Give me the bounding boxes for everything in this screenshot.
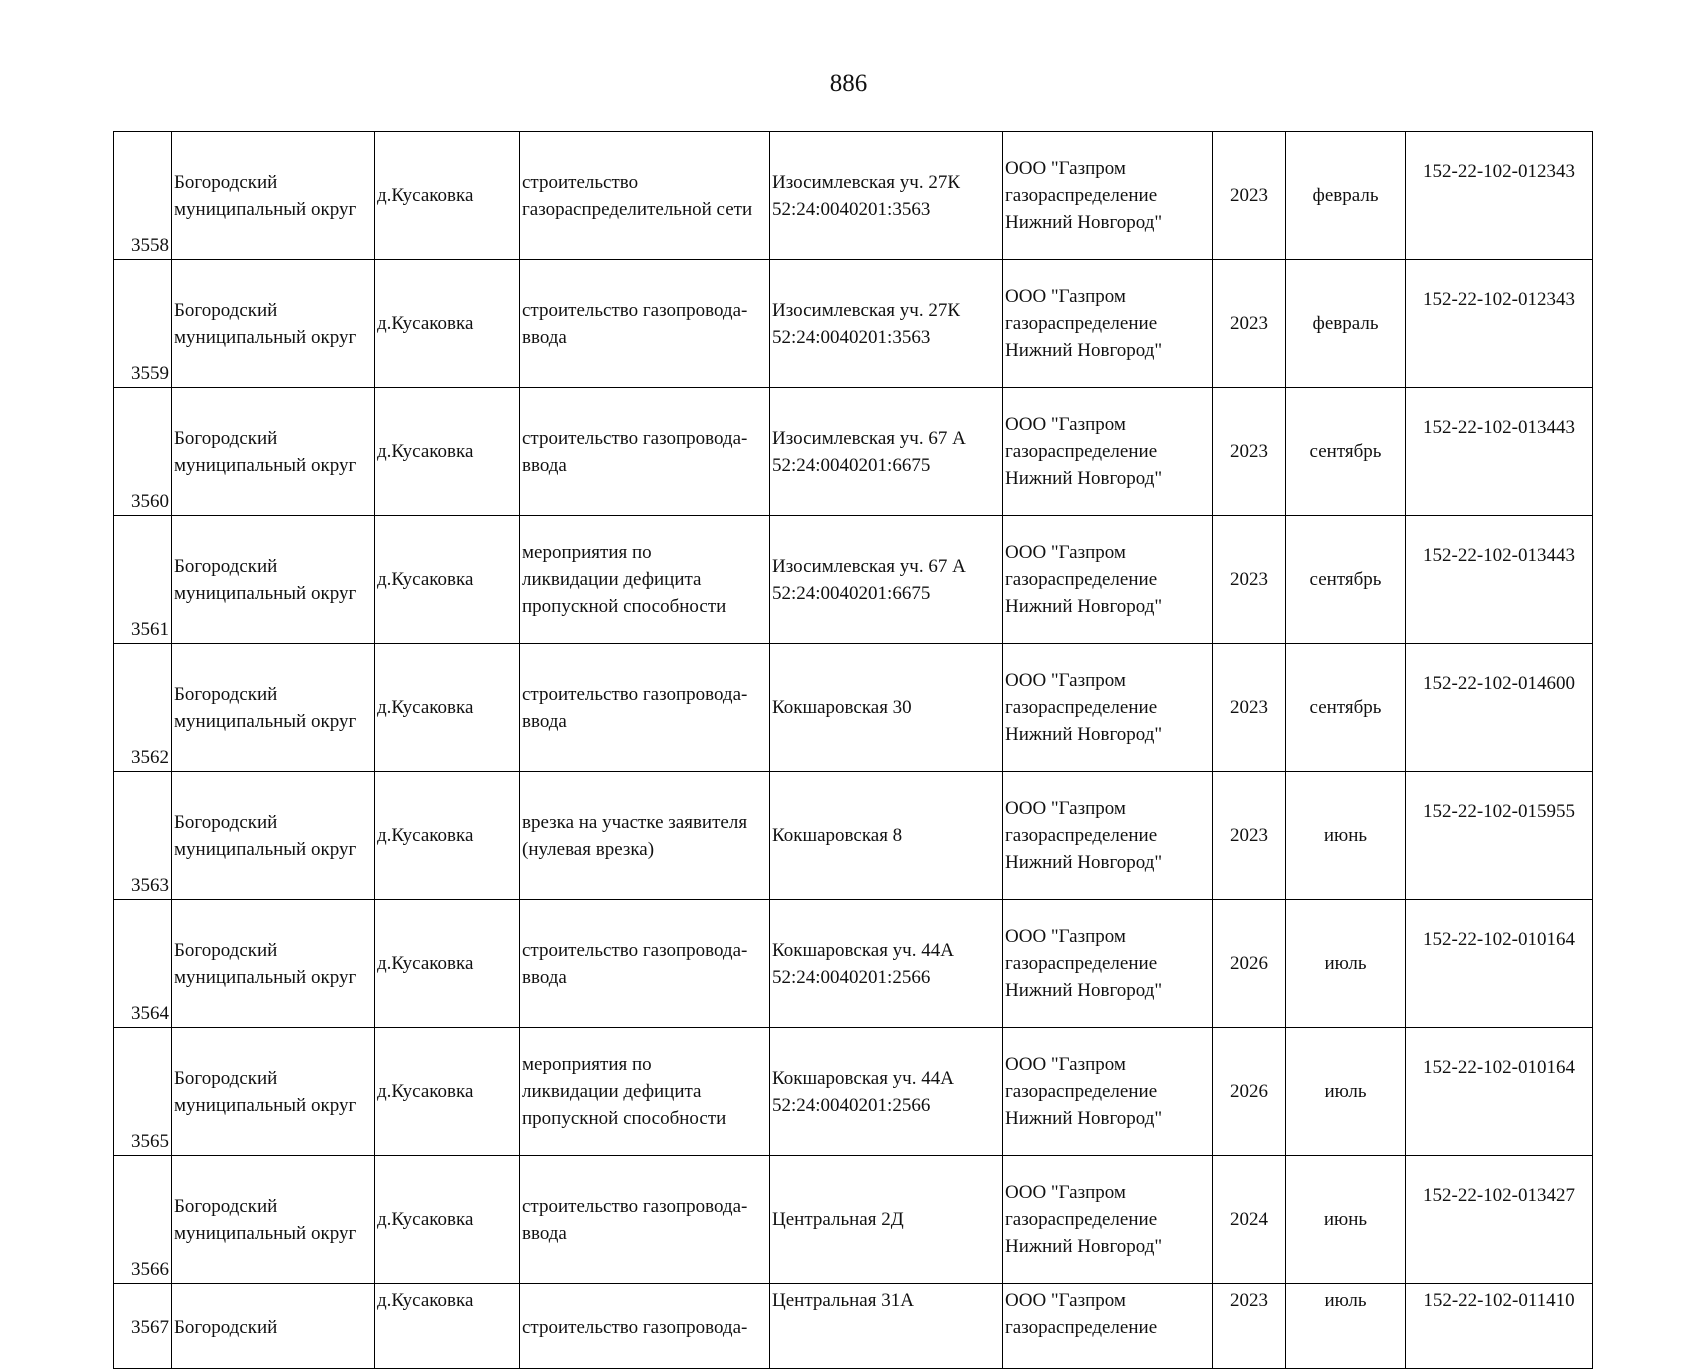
org-line: ООО "Газпром bbox=[1005, 542, 1126, 563]
district-cell bbox=[172, 1156, 375, 1284]
code-cell: 152-22-102-012343 bbox=[1406, 260, 1593, 388]
work-line: строительство газопровода- bbox=[522, 299, 748, 321]
address-line: 52:24:0040201:3563 bbox=[772, 198, 931, 220]
org-line: Нижний Новгород" bbox=[1005, 340, 1163, 361]
work-type-cell bbox=[520, 388, 770, 516]
row-number: 3567 bbox=[114, 1284, 172, 1369]
table-row bbox=[114, 516, 1593, 644]
org-line: Нижний Новгород" bbox=[1005, 724, 1163, 745]
org-line: ООО "Газпром bbox=[1005, 1290, 1126, 1311]
code-cell: 152-22-102-013427 bbox=[1406, 1156, 1593, 1284]
org-line: газораспределение bbox=[1005, 825, 1158, 846]
row-number: 3559 bbox=[114, 260, 172, 388]
address-cell: Центральная 31А bbox=[770, 1284, 1003, 1369]
code-cell: 152-22-102-015955 bbox=[1406, 772, 1593, 900]
month-cell: сентябрь bbox=[1286, 388, 1406, 516]
work-type-cell: строительство газопровода- bbox=[520, 1284, 770, 1369]
work-line: строительство газопровода- bbox=[522, 427, 748, 449]
org-line: газораспределение bbox=[1005, 1081, 1158, 1102]
month-cell: июнь bbox=[1286, 1156, 1406, 1284]
work-type-cell bbox=[520, 900, 770, 1028]
work-line: ликвидации дефицита bbox=[522, 1081, 702, 1102]
work-type-cell bbox=[520, 772, 770, 900]
year-cell: 2023 bbox=[1213, 132, 1286, 260]
organization-cell bbox=[1003, 260, 1213, 388]
month-cell: сентябрь bbox=[1286, 644, 1406, 772]
table-row bbox=[114, 388, 1593, 516]
address-line: Кокшаровская 8 bbox=[772, 825, 903, 846]
org-line: ООО "Газпром bbox=[1005, 1054, 1126, 1075]
locality-cell: д.Кусаковка bbox=[375, 260, 520, 388]
table-row-partial bbox=[114, 1284, 1593, 1369]
row-number: 3563 bbox=[114, 772, 172, 900]
address-cell bbox=[770, 772, 1003, 900]
month-cell: февраль bbox=[1286, 260, 1406, 388]
address-cell bbox=[770, 644, 1003, 772]
address-line: Центральная 2Д bbox=[772, 1209, 904, 1230]
year-cell: 2023 bbox=[1213, 644, 1286, 772]
code-cell: 152-22-102-010164 bbox=[1406, 900, 1593, 1028]
address-line: Изосимлевская уч. 67 А bbox=[772, 427, 966, 449]
locality-cell: д.Кусаковка bbox=[375, 900, 520, 1028]
address-line: Кокшаровская уч. 44А bbox=[772, 1067, 954, 1089]
address-line: 52:24:0040201:6675 bbox=[772, 582, 931, 604]
organization-cell bbox=[1003, 1028, 1213, 1156]
work-type-cell bbox=[520, 260, 770, 388]
work-line: ввода bbox=[522, 454, 567, 476]
address-line: Изосимлевская уч. 27К bbox=[772, 171, 961, 193]
district-cell bbox=[172, 388, 375, 516]
district-cell bbox=[172, 772, 375, 900]
work-line: врезка на участке заявителя bbox=[522, 811, 748, 833]
row-number: 3564 bbox=[114, 900, 172, 1028]
org-line: Нижний Новгород" bbox=[1005, 468, 1163, 489]
code-cell: 152-22-102-013443 bbox=[1406, 388, 1593, 516]
work-line: (нулевая врезка) bbox=[522, 838, 655, 860]
org-line: газораспределение bbox=[1005, 441, 1158, 462]
month-cell: июль bbox=[1286, 900, 1406, 1028]
district-line: муниципальный округ bbox=[174, 1222, 357, 1244]
code-cell: 152-22-102-013443 bbox=[1406, 516, 1593, 644]
locality-cell: д.Кусаковка bbox=[375, 644, 520, 772]
work-type-cell bbox=[520, 516, 770, 644]
district-cell bbox=[172, 516, 375, 644]
year-cell: 2023 bbox=[1213, 260, 1286, 388]
org-line: ООО "Газпром bbox=[1005, 670, 1126, 691]
page-number: 886 bbox=[829, 70, 868, 97]
month-cell: июль bbox=[1286, 1284, 1406, 1369]
month-cell: февраль bbox=[1286, 132, 1406, 260]
org-line: газораспределение bbox=[1005, 185, 1158, 206]
table-row bbox=[114, 132, 1593, 260]
year-cell: 2023 bbox=[1213, 772, 1286, 900]
district-line: Богородский bbox=[174, 1067, 278, 1089]
org-line: газораспределение bbox=[1005, 569, 1158, 590]
org-line: газораспределение bbox=[1005, 1317, 1158, 1338]
locality-cell: д.Кусаковка bbox=[375, 1028, 520, 1156]
district-cell bbox=[172, 1028, 375, 1156]
work-type-cell bbox=[520, 1028, 770, 1156]
district-line: муниципальный округ bbox=[174, 710, 357, 732]
row-number: 3561 bbox=[114, 516, 172, 644]
work-line: мероприятия по bbox=[522, 1054, 652, 1075]
locality-cell: д.Кусаковка bbox=[375, 772, 520, 900]
district-cell bbox=[172, 900, 375, 1028]
address-cell bbox=[770, 1156, 1003, 1284]
month-cell: сентябрь bbox=[1286, 516, 1406, 644]
year-cell: 2026 bbox=[1213, 1028, 1286, 1156]
address-line: 52:24:0040201:6675 bbox=[772, 454, 931, 476]
work-type-cell bbox=[520, 644, 770, 772]
district-cell: Богородский bbox=[172, 1284, 375, 1369]
org-line: газораспределение bbox=[1005, 313, 1158, 334]
district-line: Богородский bbox=[174, 427, 278, 449]
work-line: ввода bbox=[522, 966, 567, 988]
locality-cell: д.Кусаковка bbox=[375, 1156, 520, 1284]
district-line: муниципальный округ bbox=[174, 966, 357, 988]
table-row bbox=[114, 1028, 1593, 1156]
org-line: газораспределение bbox=[1005, 1209, 1158, 1230]
district-line: муниципальный округ bbox=[174, 198, 357, 220]
register-table bbox=[113, 131, 1593, 1369]
work-line: ввода bbox=[522, 1222, 567, 1244]
code-cell: 152-22-102-012343 bbox=[1406, 132, 1593, 260]
row-number: 3566 bbox=[114, 1156, 172, 1284]
locality-cell: д.Кусаковка bbox=[375, 388, 520, 516]
org-line: ООО "Газпром bbox=[1005, 286, 1126, 307]
locality-cell: д.Кусаковка bbox=[375, 516, 520, 644]
table-row bbox=[114, 900, 1593, 1028]
district-line: Богородский bbox=[174, 939, 278, 961]
district-line: муниципальный округ bbox=[174, 1094, 357, 1116]
work-line: мероприятия по bbox=[522, 542, 652, 563]
table-row bbox=[114, 644, 1593, 772]
district-cell bbox=[172, 644, 375, 772]
row-number: 3558 bbox=[114, 132, 172, 260]
org-line: Нижний Новгород" bbox=[1005, 1236, 1163, 1257]
work-line: пропускной способности bbox=[522, 1108, 727, 1129]
locality-cell: д.Кусаковка bbox=[375, 132, 520, 260]
locality-cell: д.Кусаковка bbox=[375, 1284, 520, 1369]
year-cell: 2026 bbox=[1213, 900, 1286, 1028]
address-cell bbox=[770, 900, 1003, 1028]
district-line: Богородский bbox=[174, 171, 278, 193]
work-line: ликвидации дефицита bbox=[522, 569, 702, 590]
address-line: Изосимлевская уч. 67 А bbox=[772, 555, 966, 577]
district-line: Богородский bbox=[174, 1195, 278, 1217]
org-line: Нижний Новгород" bbox=[1005, 852, 1163, 873]
district-line: Богородский bbox=[174, 811, 278, 833]
table-row bbox=[114, 772, 1593, 900]
address-line: 52:24:0040201:2566 bbox=[772, 1094, 931, 1116]
month-cell: июль bbox=[1286, 1028, 1406, 1156]
org-line: Нижний Новгород" bbox=[1005, 1108, 1163, 1129]
table-body bbox=[114, 132, 1593, 1369]
org-line: газораспределение bbox=[1005, 953, 1158, 974]
org-line: ООО "Газпром bbox=[1005, 158, 1126, 179]
organization-cell bbox=[1003, 1284, 1213, 1369]
code-cell: 152-22-102-011410 bbox=[1406, 1284, 1593, 1369]
year-cell: 2023 bbox=[1213, 516, 1286, 644]
organization-cell bbox=[1003, 900, 1213, 1028]
district-line: Богородский bbox=[174, 299, 278, 321]
address-line: 52:24:0040201:3563 bbox=[772, 326, 931, 348]
code-cell: 152-22-102-010164 bbox=[1406, 1028, 1593, 1156]
district-line: муниципальный округ bbox=[174, 582, 357, 604]
org-line: ООО "Газпром bbox=[1005, 414, 1126, 435]
organization-cell bbox=[1003, 772, 1213, 900]
work-line: строительство газопровода- bbox=[522, 1195, 748, 1217]
organization-cell bbox=[1003, 388, 1213, 516]
address-cell bbox=[770, 260, 1003, 388]
work-type-cell bbox=[520, 1156, 770, 1284]
address-line: Изосимлевская уч. 27К bbox=[772, 299, 961, 321]
table-row bbox=[114, 260, 1593, 388]
year-cell: 2023 bbox=[1213, 1284, 1286, 1369]
address-cell bbox=[770, 1028, 1003, 1156]
year-cell: 2024 bbox=[1213, 1156, 1286, 1284]
district-cell bbox=[172, 260, 375, 388]
address-line: Кокшаровская 30 bbox=[772, 697, 912, 718]
org-line: ООО "Газпром bbox=[1005, 1182, 1126, 1203]
work-line: строительство bbox=[522, 171, 639, 193]
org-line: Нижний Новгород" bbox=[1005, 980, 1163, 1001]
work-line: строительство газопровода- bbox=[522, 683, 748, 705]
district-line: Богородский bbox=[174, 683, 278, 705]
month-cell: июнь bbox=[1286, 772, 1406, 900]
organization-cell bbox=[1003, 644, 1213, 772]
org-line: ООО "Газпром bbox=[1005, 926, 1126, 947]
address-cell bbox=[770, 516, 1003, 644]
table-row bbox=[114, 1156, 1593, 1284]
organization-cell bbox=[1003, 516, 1213, 644]
work-line: ввода bbox=[522, 326, 567, 348]
org-line: Нижний Новгород" bbox=[1005, 596, 1163, 617]
org-line: ООО "Газпром bbox=[1005, 798, 1126, 819]
district-line: муниципальный округ bbox=[174, 326, 357, 348]
row-number: 3565 bbox=[114, 1028, 172, 1156]
address-line: 52:24:0040201:2566 bbox=[772, 966, 931, 988]
work-line: строительство газопровода- bbox=[522, 939, 748, 961]
work-line: газораспределительной сети bbox=[522, 198, 753, 220]
district-line: муниципальный округ bbox=[174, 838, 357, 860]
year-cell: 2023 bbox=[1213, 388, 1286, 516]
address-line: Кокшаровская уч. 44А bbox=[772, 939, 954, 961]
district-cell bbox=[172, 132, 375, 260]
work-line: пропускной способности bbox=[522, 596, 727, 617]
org-line: Нижний Новгород" bbox=[1005, 212, 1163, 233]
code-cell: 152-22-102-014600 bbox=[1406, 644, 1593, 772]
organization-cell bbox=[1003, 1156, 1213, 1284]
row-number: 3562 bbox=[114, 644, 172, 772]
district-line: Богородский bbox=[174, 555, 278, 577]
address-cell bbox=[770, 132, 1003, 260]
address-cell bbox=[770, 388, 1003, 516]
work-line: ввода bbox=[522, 710, 567, 732]
work-type-cell bbox=[520, 132, 770, 260]
organization-cell bbox=[1003, 132, 1213, 260]
row-number: 3560 bbox=[114, 388, 172, 516]
district-line: муниципальный округ bbox=[174, 454, 357, 476]
org-line: газораспределение bbox=[1005, 697, 1158, 718]
